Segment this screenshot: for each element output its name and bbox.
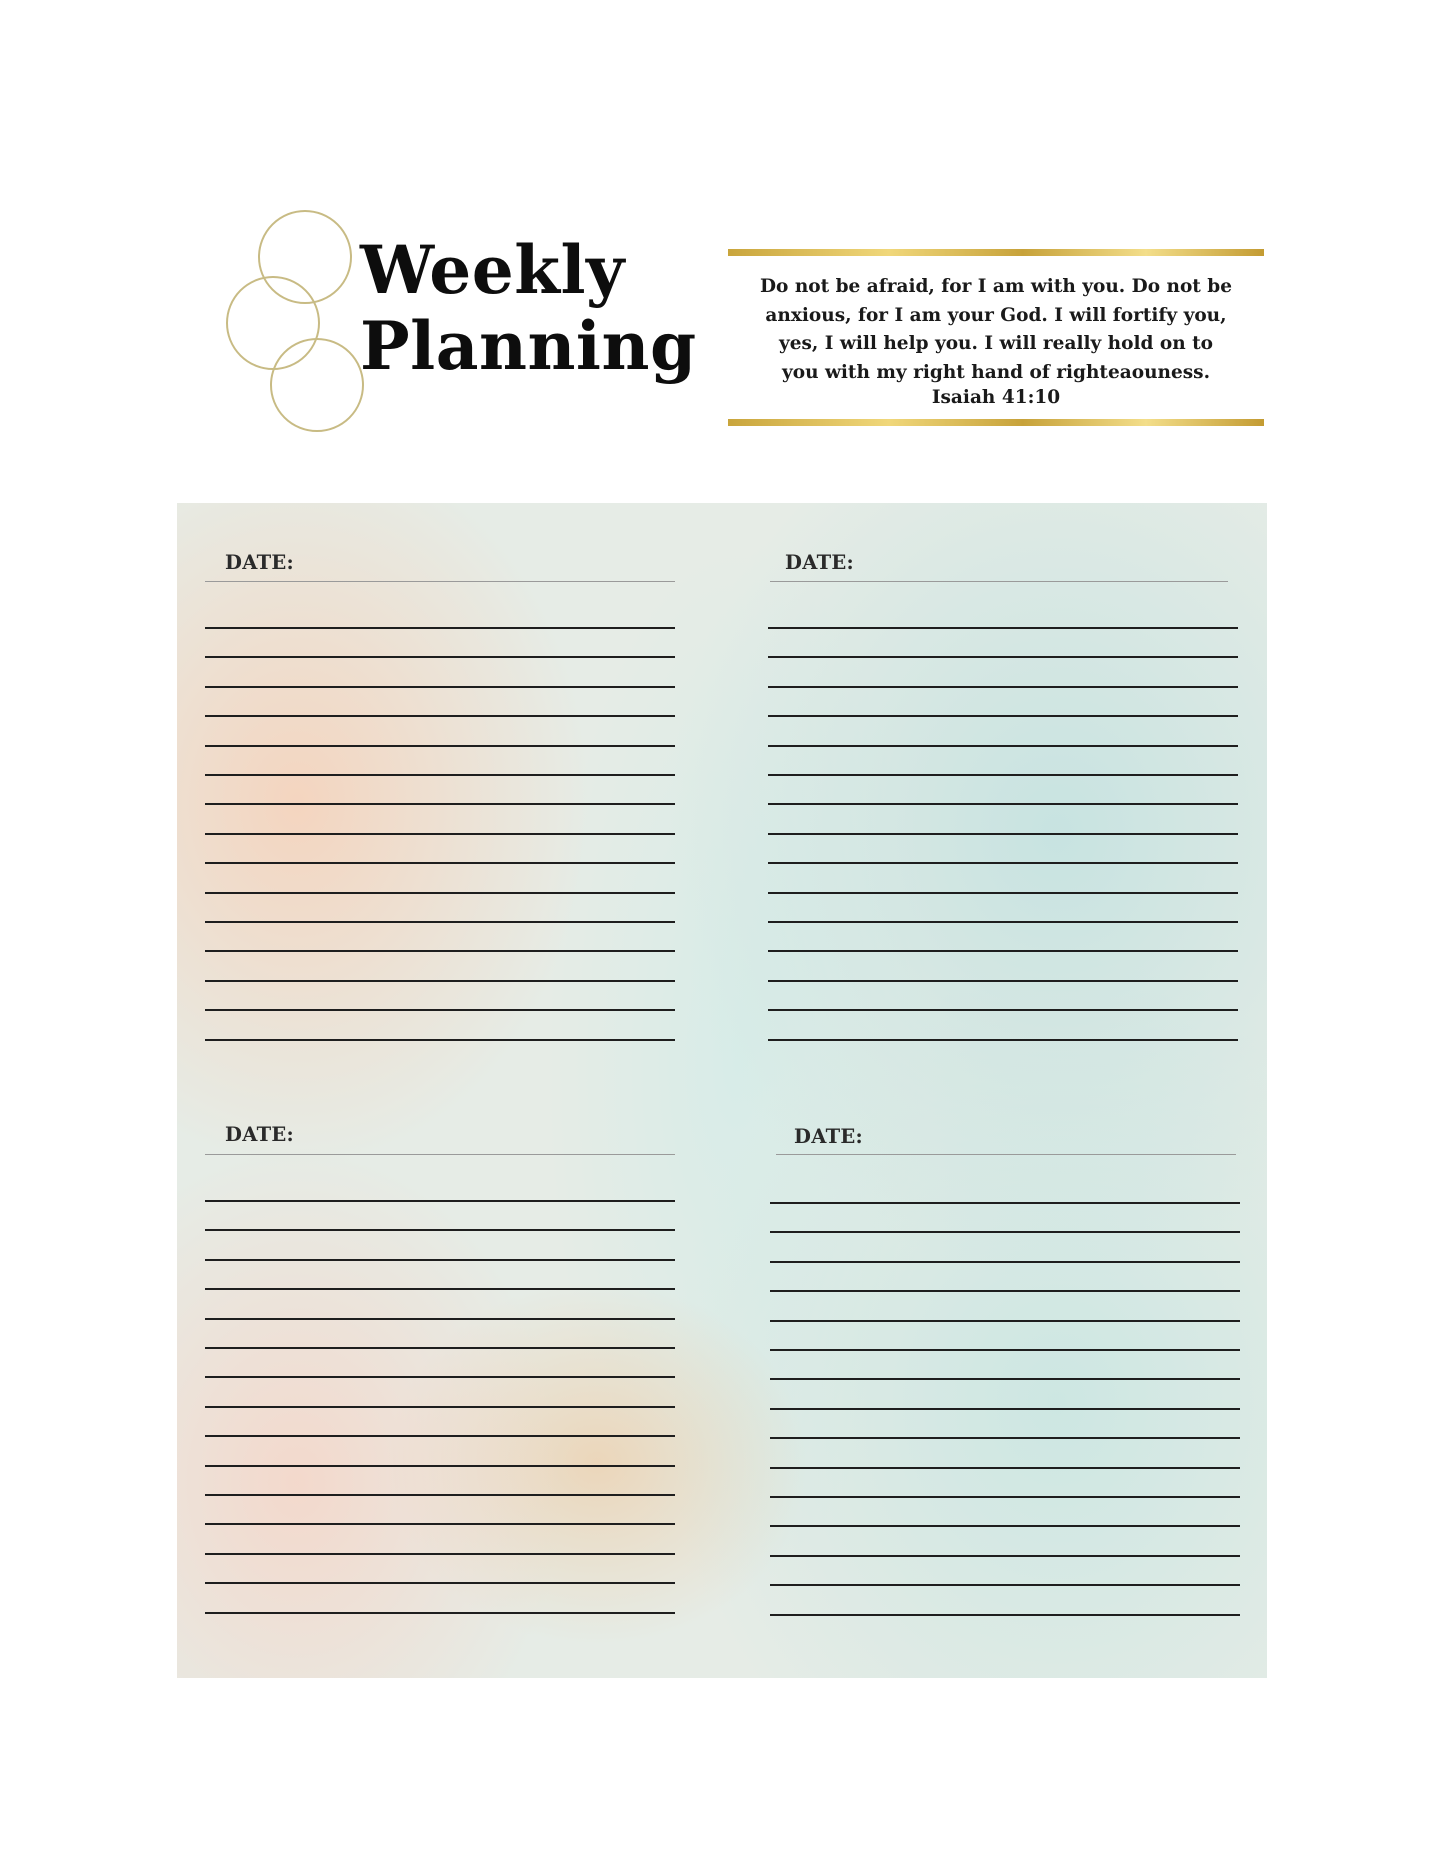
writing-line[interactable] [205,950,675,952]
writing-line[interactable] [205,1200,675,1202]
writing-line[interactable] [770,1231,1240,1233]
writing-line[interactable] [768,1039,1238,1041]
writing-line[interactable] [205,1259,675,1261]
writing-line[interactable] [205,1376,675,1378]
writing-line[interactable] [205,1612,675,1614]
writing-line[interactable] [205,833,675,835]
date-rule [776,1154,1236,1155]
writing-line[interactable] [205,862,675,864]
writing-line[interactable] [770,1496,1240,1498]
writing-line[interactable] [770,1555,1240,1557]
writing-line[interactable] [770,1437,1240,1439]
date-label: DATE: [785,551,855,574]
writing-line[interactable] [205,774,675,776]
writing-line[interactable] [768,921,1238,923]
writing-line[interactable] [770,1525,1240,1527]
verse-top-gold-bar [728,249,1264,256]
writing-line[interactable] [205,1318,675,1320]
writing-line[interactable] [770,1467,1240,1469]
writing-line[interactable] [205,1582,675,1584]
writing-line[interactable] [205,1288,675,1290]
writing-line[interactable] [768,862,1238,864]
writing-line[interactable] [768,627,1238,629]
writing-line[interactable] [205,1406,675,1408]
verse-reference: Isaiah 41:10 [931,387,1061,408]
writing-line[interactable] [205,627,675,629]
verse-box [728,249,1264,426]
writing-line[interactable] [768,833,1238,835]
writing-line[interactable] [205,1553,675,1555]
writing-line[interactable] [768,803,1238,805]
decorative-rings-icon [215,205,375,445]
writing-line[interactable] [770,1261,1240,1263]
writing-line[interactable] [768,686,1238,688]
writing-line[interactable] [205,1435,675,1437]
title-line-1: Weekly [360,231,625,309]
writing-line[interactable] [205,1229,675,1231]
planning-panel [177,503,1267,1678]
writing-line[interactable] [205,1009,675,1011]
writing-line[interactable] [205,921,675,923]
writing-line[interactable] [205,656,675,658]
writing-line[interactable] [770,1349,1240,1351]
date-label: DATE: [225,551,295,574]
writing-line[interactable] [205,715,675,717]
page-title [360,232,697,384]
writing-line[interactable] [205,1523,675,1525]
writing-line[interactable] [768,656,1238,658]
writing-line[interactable] [768,715,1238,717]
title-line-2: Planning [360,307,697,385]
writing-line[interactable] [205,1465,675,1467]
writing-line[interactable] [205,980,675,982]
writing-line[interactable] [770,1320,1240,1322]
writing-line[interactable] [205,1039,675,1041]
writing-line[interactable] [768,1009,1238,1011]
writing-line[interactable] [770,1408,1240,1410]
writing-line[interactable] [205,745,675,747]
date-rule [205,1154,675,1155]
writing-line[interactable] [205,1494,675,1496]
writing-line[interactable] [205,892,675,894]
writing-line[interactable] [770,1584,1240,1586]
date-rule [205,581,675,582]
writing-line[interactable] [770,1202,1240,1204]
verse-bottom-gold-bar [728,419,1264,426]
writing-line[interactable] [768,892,1238,894]
writing-line[interactable] [205,1347,675,1349]
date-label: DATE: [225,1123,295,1146]
date-rule [770,581,1228,582]
writing-line[interactable] [770,1614,1240,1616]
writing-line[interactable] [768,774,1238,776]
writing-line[interactable] [205,803,675,805]
writing-line[interactable] [770,1378,1240,1380]
writing-line[interactable] [770,1290,1240,1292]
writing-line[interactable] [768,950,1238,952]
writing-line[interactable] [768,745,1238,747]
verse-text: Do not be afraid, for I am with you. Do not be anxious, for I am your God. I will fortify you, yes, I will help you. I will really hold on to you with my right hand of righteaouness. [760,276,1232,383]
date-label: DATE: [794,1125,864,1148]
writing-line[interactable] [768,980,1238,982]
writing-line[interactable] [205,686,675,688]
